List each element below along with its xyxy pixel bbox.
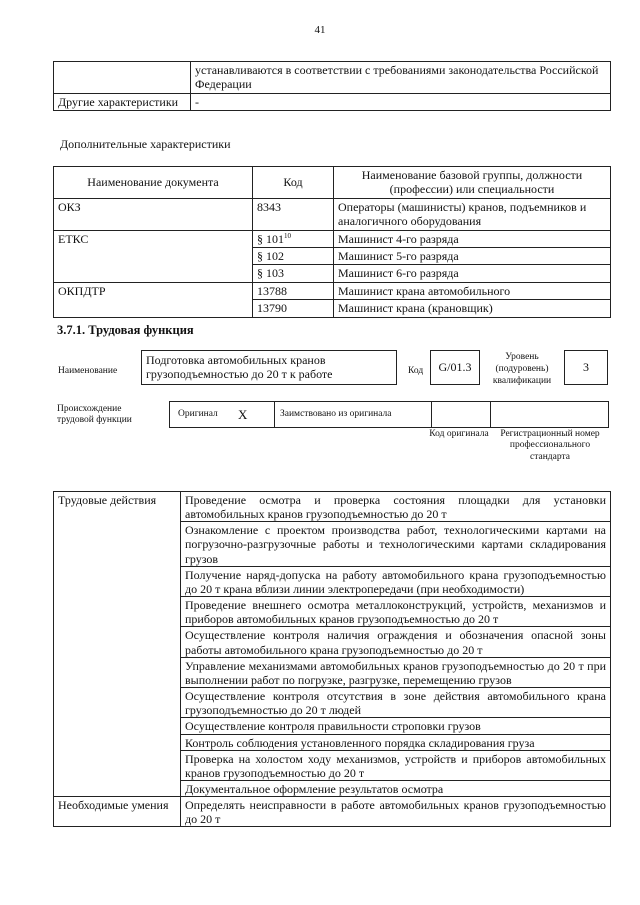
code-text: 13790 [257,301,287,316]
name-cell: Операторы (машинисты) кранов, подъемников и аналогичного оборудования [334,198,611,230]
table-row [54,62,611,94]
action-item: Проверка на холостом ходу механизмов, устройств и приборов автомобильных кранов грузоподъемностью до 20 т [181,750,611,780]
action-item: Контроль соблюдения установленного порядка складирования груза [181,734,611,750]
name-cell: Машинист 6-го разряда [334,265,611,282]
reg-number-label: Регистрационный номер профессионального стандарта [500,429,600,462]
code-text: § 101 [257,231,284,246]
name-cell: Машинист крана (крановщик) [334,300,611,317]
table-row [54,230,611,247]
code-cell [253,300,334,317]
row-label: Другие характеристики [54,93,191,110]
action-item: Проведение внешнего осмотра металлоконструкций, устройств, механизмов и приборов автомобильных кранов грузоподъемностью до 20 т [181,597,611,627]
qualification-level-label: Уровень (подуровень) квалификации [492,352,552,386]
origin-row-box [169,401,609,428]
original-label: Оригинал [178,409,218,419]
code-cell [253,247,334,264]
code-cell [253,282,334,299]
table-header-row [54,167,611,199]
code-text: 13788 [257,283,287,298]
code-text: 8343 [257,199,281,214]
footnote-mark: 10 [284,231,291,240]
header-group-name: Наименование базовой группы, должности (профессии) или специальности [334,167,611,199]
page-number: 41 [314,24,326,36]
doc-cell: ОКЗ [54,198,253,230]
header-document: Наименование документа [54,167,253,199]
code-cell [253,198,334,230]
code-text: § 102 [257,248,284,263]
row-value: - [191,93,611,110]
labor-actions-label: Трудовые действия [54,492,181,797]
name-label: Наименование [58,366,118,376]
action-item: Осуществление контроля отсутствия в зоне действия автомобильного крана грузоподъемностью до 20 т людей [181,688,611,718]
action-item: Документальное оформление результатов осмотра [181,780,611,796]
name-cell: Машинист 5-го разряда [334,247,611,264]
skills-label: Необходимые умения [54,797,181,827]
name-cell: Машинист крана автомобильного [334,282,611,299]
function-name-value: Подготовка автомобильных кранов грузоподъемностью до 20 т к работе [146,353,333,382]
origin-divider [490,402,491,427]
table-row [54,797,611,827]
row-value: устанавливаются в соответствии с требованиями законодательства Российской Федерации [191,62,611,94]
qualification-level-box [564,350,608,385]
code-cell [253,230,334,247]
header-code: Код [253,167,334,199]
table-row [54,198,611,230]
row-label [54,62,191,94]
function-name-box [141,350,397,385]
origin-divider [431,402,432,427]
code-cell [253,265,334,282]
borrowed-label: Заимствовано из оригинала [280,409,392,419]
function-heading: 3.7.1. Трудовая функция [57,323,194,337]
action-item: Осуществление контроля наличия ограждения и обозначения опасной зоны работы автомобильного крана грузоподъемностью до 20 т [181,627,611,657]
qualification-level-value: 3 [583,360,589,374]
top-characteristics-table [53,61,611,111]
code-original-label: Код оригинала [429,429,489,439]
origin-label: Происхождение трудовой функции [57,404,132,426]
name-cell: Машинист 4-го разряда [334,230,611,247]
action-item: Получение наряд-допуска на работу автомобильного крана грузоподъемностью до 20 т крана вблизи линии электропередачи (при необходимости) [181,566,611,596]
table-row [54,93,611,110]
labor-actions-table [53,491,611,827]
function-code-value: G/01.3 [438,360,472,374]
origin-divider [274,402,275,427]
action-item: Проведение осмотра и проверка состояния площадки для установки автомобильных кранов грузоподъемностью до 20 т [181,492,611,522]
table-row [54,492,611,522]
table-row [54,282,611,299]
doc-cell: ЕТКС [54,230,253,282]
original-mark: X [238,407,248,422]
skill-item: Определять неисправности в работе автомобильных кранов грузоподъемностью до 20 т [181,797,611,827]
action-item: Управление механизмами автомобильных кранов грузоподъемностью до 20 т при выполнении работ по погрузке, разгрузке, перемещению грузов [181,657,611,687]
code-label: Код [408,366,424,376]
code-text: § 103 [257,266,284,281]
additional-characteristics-title: Дополнительные характеристики [60,137,231,151]
function-code-box [430,350,480,385]
action-item: Ознакомление с проектом производства работ, технологическими картами на погрузочно-разгрузочные работы и технологическими картами складирования грузов [181,522,611,566]
doc-cell: ОКПДТР [54,282,253,317]
additional-characteristics-table [53,166,611,318]
action-item: Осуществление контроля правильности строповки грузов [181,718,611,734]
